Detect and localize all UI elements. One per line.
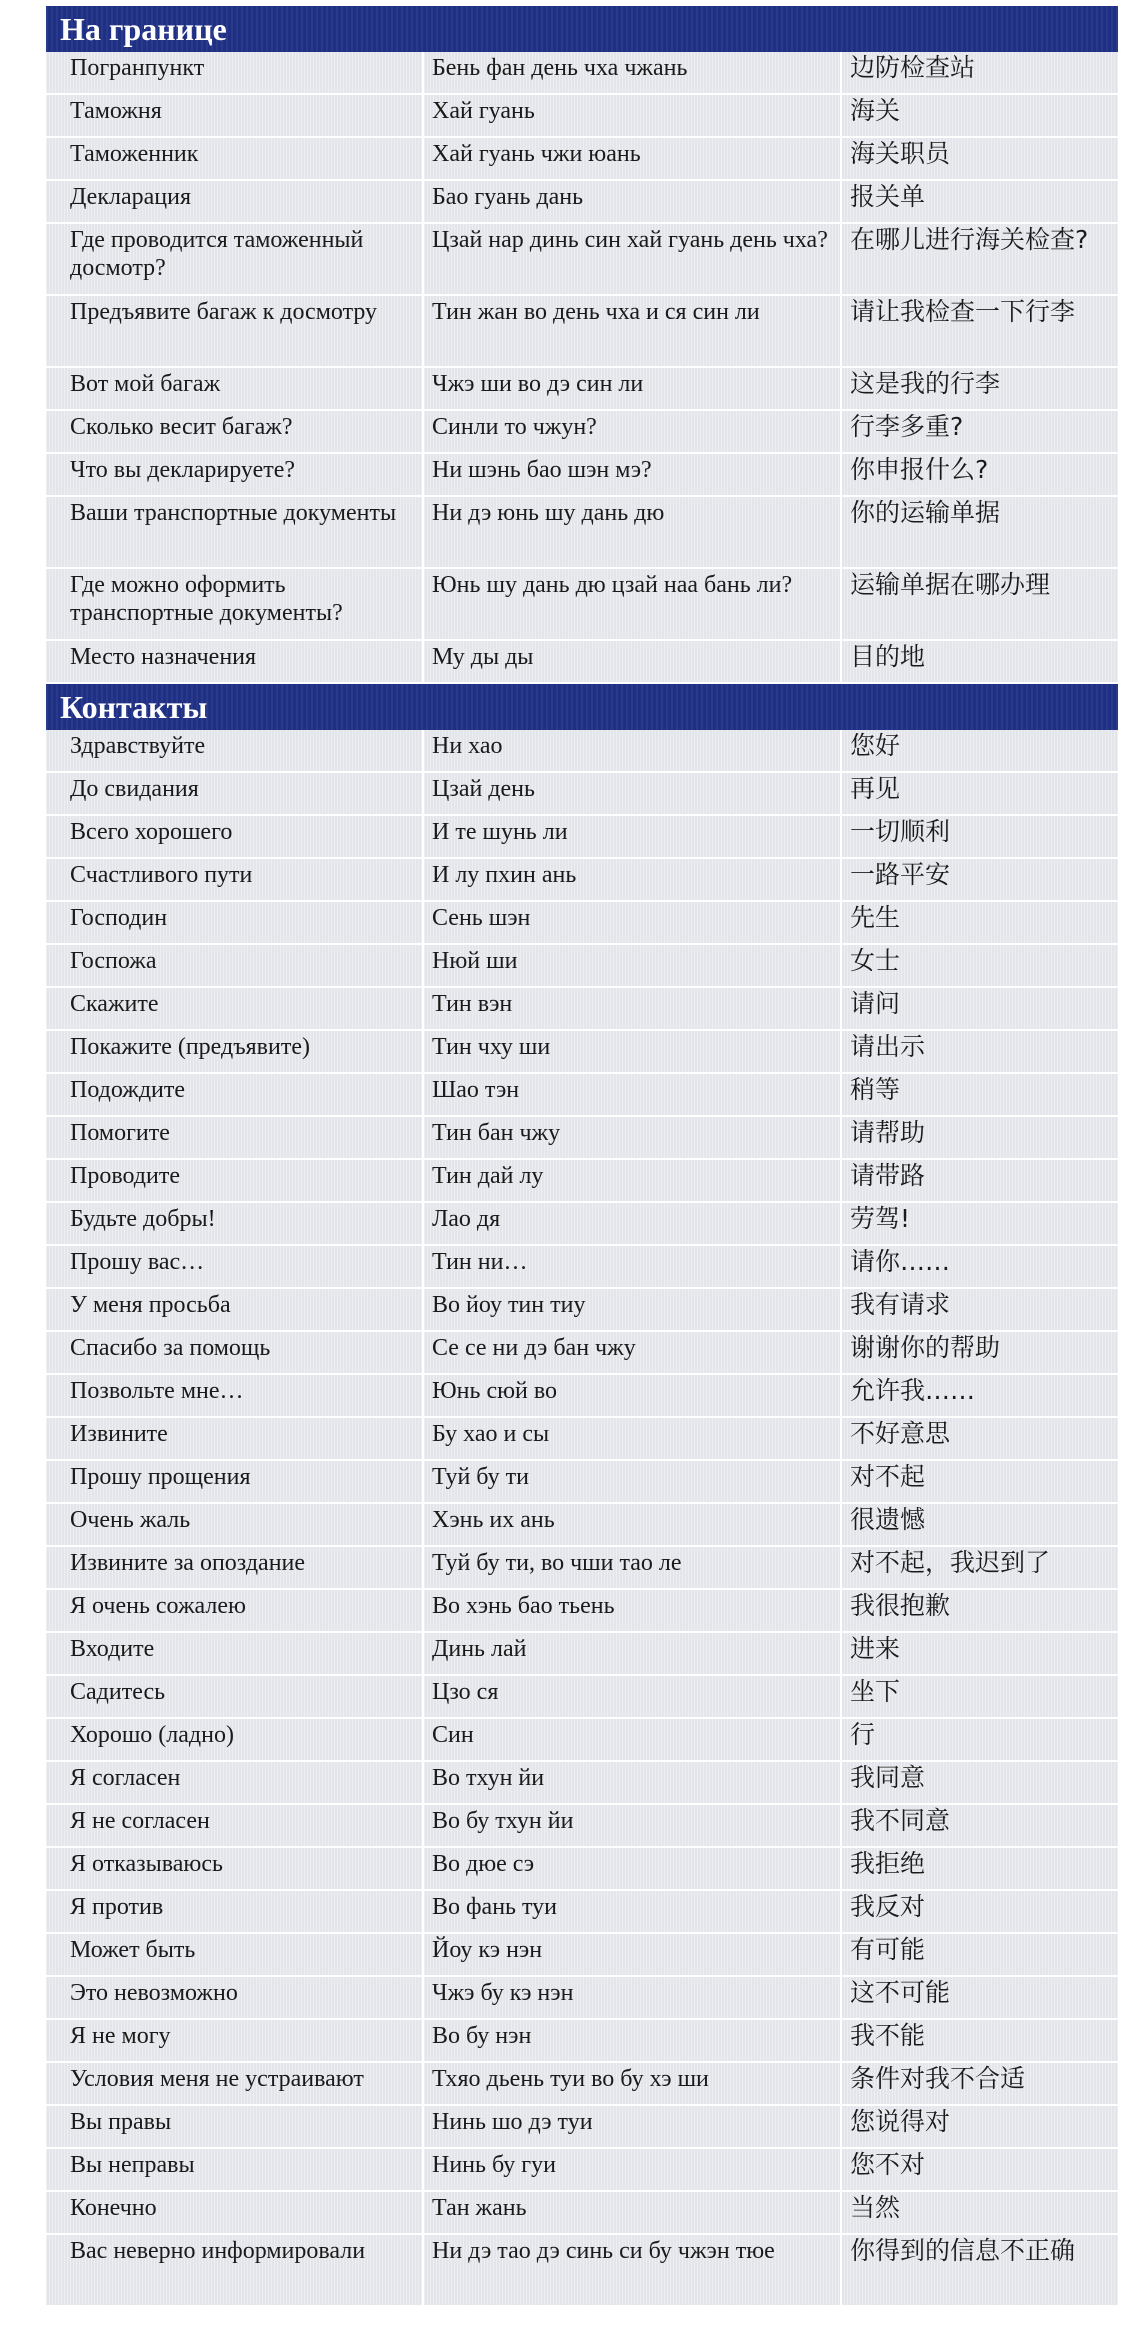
transliteration: Нинь шо дэ туи xyxy=(424,2106,842,2147)
chinese-phrase: 允许我…… xyxy=(850,1376,976,1405)
phrase-table xyxy=(46,730,1118,2307)
chinese-phrase: 坐下 xyxy=(850,1677,901,1706)
russian-phrase: Сколько весит багаж? xyxy=(46,411,424,452)
transliteration: Ни дэ юнь шу дань дю xyxy=(424,497,842,567)
chinese-phrase: 请你…… xyxy=(850,1247,951,1276)
transliteration: И лу пхин ань xyxy=(424,859,842,900)
transliteration: Му ды ды xyxy=(424,641,842,682)
table-row xyxy=(46,773,1118,816)
chinese-phrase: 这不可能 xyxy=(850,1978,951,2007)
chinese-phrase: 我很抱歉 xyxy=(850,1591,951,1620)
section-contacts xyxy=(46,684,1118,2307)
russian-phrase: Помогите xyxy=(46,1117,424,1158)
chinese-phrase: 报关单 xyxy=(850,182,926,211)
transliteration: Тан жань xyxy=(424,2192,842,2233)
russian-phrase: Будьте добры! xyxy=(46,1203,424,1244)
transliteration: Во хэнь бао тьень xyxy=(424,1590,842,1631)
table-row xyxy=(46,138,1118,181)
chinese-phrase: 这是我的行李 xyxy=(850,369,1001,398)
transliteration: Цзай нар динь син хай гуань день чха? xyxy=(424,224,842,294)
chinese-phrase: 女士 xyxy=(850,946,901,975)
transliteration: Чжэ бу кэ нэн xyxy=(424,1977,842,2018)
transliteration: Цзо ся xyxy=(424,1676,842,1717)
russian-phrase: Позвольте мне… xyxy=(46,1375,424,1416)
chinese-phrase: 劳驾! xyxy=(850,1204,911,1233)
russian-phrase: Погранпункт xyxy=(46,52,424,93)
section-border xyxy=(46,6,1118,684)
transliteration: Лао дя xyxy=(424,1203,842,1244)
chinese-phrase: 您好 xyxy=(850,731,901,760)
chinese-phrase: 很遗憾 xyxy=(850,1505,926,1534)
chinese-phrase: 行 xyxy=(850,1720,876,1749)
chinese-phrase: 你的运输单据 xyxy=(850,498,1001,527)
table-row xyxy=(46,1031,1118,1074)
transliteration: Син xyxy=(424,1719,842,1760)
chinese-phrase: 请帮助 xyxy=(850,1118,926,1147)
transliteration: Сень шэн xyxy=(424,902,842,943)
russian-phrase: Входите xyxy=(46,1633,424,1674)
russian-phrase: Может быть xyxy=(46,1934,424,1975)
chinese-phrase: 请问 xyxy=(850,989,901,1018)
table-row xyxy=(46,641,1118,684)
chinese-phrase: 我不能 xyxy=(850,2021,926,2050)
table-row xyxy=(46,1977,1118,2020)
russian-phrase: Где проводится таможенный досмотр? xyxy=(46,224,424,294)
russian-phrase: Таможенник xyxy=(46,138,424,179)
transliteration: И те шунь ли xyxy=(424,816,842,857)
chinese-phrase: 稍等 xyxy=(850,1075,901,1104)
russian-phrase: Всего хорошего xyxy=(46,816,424,857)
table-row xyxy=(46,730,1118,773)
transliteration: Бу хао и сы xyxy=(424,1418,842,1459)
russian-phrase: Покажите (предъявите) xyxy=(46,1031,424,1072)
chinese-phrase: 我有请求 xyxy=(850,1290,951,1319)
chinese-phrase: 先生 xyxy=(850,903,901,932)
chinese-phrase: 边防检查站 xyxy=(850,53,976,82)
russian-phrase: Извините xyxy=(46,1418,424,1459)
table-row xyxy=(46,902,1118,945)
table-row xyxy=(46,2235,1118,2307)
chinese-phrase: 一路平安 xyxy=(850,860,951,889)
transliteration: Синли то чжун? xyxy=(424,411,842,452)
transliteration: Во бу тхун йи xyxy=(424,1805,842,1846)
chinese-phrase: 您说得对 xyxy=(850,2107,951,2136)
transliteration: Нинь бу гуи xyxy=(424,2149,842,2190)
russian-phrase: Я не согласен xyxy=(46,1805,424,1846)
russian-phrase: Садитесь xyxy=(46,1676,424,1717)
russian-phrase: Я очень сожалею xyxy=(46,1590,424,1631)
russian-phrase: Конечно xyxy=(46,2192,424,2233)
table-row xyxy=(46,1074,1118,1117)
table-row xyxy=(46,1504,1118,1547)
russian-phrase: Проводите xyxy=(46,1160,424,1201)
section-title: Контакты xyxy=(46,684,1118,730)
table-row xyxy=(46,1762,1118,1805)
transliteration: Тин вэн xyxy=(424,988,842,1029)
table-row xyxy=(46,52,1118,95)
chinese-phrase: 不好意思 xyxy=(850,1419,951,1448)
table-row xyxy=(46,569,1118,641)
table-row xyxy=(46,816,1118,859)
transliteration: Во бу нэн xyxy=(424,2020,842,2061)
transliteration: Ни дэ тао дэ синь си бу чжэн тюе xyxy=(424,2235,842,2305)
transliteration: Бень фан день чха чжань xyxy=(424,52,842,93)
table-row xyxy=(46,2149,1118,2192)
chinese-phrase: 对不起，我迟到了 xyxy=(850,1548,1051,1577)
table-row xyxy=(46,1805,1118,1848)
chinese-phrase: 海关职员 xyxy=(850,139,951,168)
transliteration: Юнь шу дань дю цзай наа бань ли? xyxy=(424,569,842,639)
table-row xyxy=(46,1547,1118,1590)
russian-phrase: Место назначения xyxy=(46,641,424,682)
russian-phrase: Прошу вас… xyxy=(46,1246,424,1287)
russian-phrase: У меня просьба xyxy=(46,1289,424,1330)
chinese-phrase: 请出示 xyxy=(850,1032,926,1061)
table-row xyxy=(46,1375,1118,1418)
table-row xyxy=(46,181,1118,224)
table-row xyxy=(46,224,1118,296)
transliteration: Тин жан во день чха и ся син ли xyxy=(424,296,842,366)
section-title: На границе xyxy=(46,6,1118,52)
transliteration: Юнь сюй во xyxy=(424,1375,842,1416)
transliteration: Йоу кэ нэн xyxy=(424,1934,842,1975)
table-row xyxy=(46,1590,1118,1633)
transliteration: Чжэ ши во дэ син ли xyxy=(424,368,842,409)
transliteration: Ни хао xyxy=(424,730,842,771)
transliteration: Тин чху ши xyxy=(424,1031,842,1072)
russian-phrase: Таможня xyxy=(46,95,424,136)
russian-phrase: Предъявите багаж к досмотру xyxy=(46,296,424,366)
chinese-phrase: 请让我检查一下行李 xyxy=(850,297,1076,326)
table-row xyxy=(46,1461,1118,1504)
russian-phrase: Я отказываюсь xyxy=(46,1848,424,1889)
table-row xyxy=(46,1246,1118,1289)
chinese-phrase: 请带路 xyxy=(850,1161,926,1190)
chinese-phrase: 您不对 xyxy=(850,2150,926,2179)
russian-phrase: До свидания xyxy=(46,773,424,814)
chinese-phrase: 一切顺利 xyxy=(850,817,951,846)
table-row xyxy=(46,1633,1118,1676)
chinese-phrase: 条件对我不合适 xyxy=(850,2064,1026,2093)
russian-phrase: Очень жаль xyxy=(46,1504,424,1545)
chinese-phrase: 我不同意 xyxy=(850,1806,951,1835)
russian-phrase: Счастливого пути xyxy=(46,859,424,900)
table-row xyxy=(46,2020,1118,2063)
transliteration: Хай гуань чжи юань xyxy=(424,138,842,179)
table-row xyxy=(46,1719,1118,1762)
transliteration: Бао гуань дань xyxy=(424,181,842,222)
russian-phrase: Здравствуйте xyxy=(46,730,424,771)
chinese-phrase: 进来 xyxy=(850,1634,901,1663)
phrase-table xyxy=(46,52,1118,684)
chinese-phrase: 行李多重? xyxy=(850,412,964,441)
table-row xyxy=(46,1848,1118,1891)
transliteration: Туй бу ти, во чши тао ле xyxy=(424,1547,842,1588)
transliteration: Тин ни… xyxy=(424,1246,842,1287)
table-row xyxy=(46,2106,1118,2149)
table-row xyxy=(46,1160,1118,1203)
russian-phrase: Прошу прощения xyxy=(46,1461,424,1502)
russian-phrase: Спасибо за помощь xyxy=(46,1332,424,1373)
chinese-phrase: 谢谢你的帮助 xyxy=(850,1333,1001,1362)
transliteration: Туй бу ти xyxy=(424,1461,842,1502)
russian-phrase: Вас неверно информировали xyxy=(46,2235,424,2305)
table-row xyxy=(46,2192,1118,2235)
russian-phrase: Скажите xyxy=(46,988,424,1029)
transliteration: Во йоу тин тиу xyxy=(424,1289,842,1330)
table-row xyxy=(46,1891,1118,1934)
table-row xyxy=(46,859,1118,902)
transliteration: Нюй ши xyxy=(424,945,842,986)
table-row xyxy=(46,1203,1118,1246)
table-row xyxy=(46,296,1118,368)
transliteration: Тин бан чжу xyxy=(424,1117,842,1158)
transliteration: Ни шэнь бао шэн мэ? xyxy=(424,454,842,495)
transliteration: Хэнь их ань xyxy=(424,1504,842,1545)
transliteration: Хай гуань xyxy=(424,95,842,136)
russian-phrase: Декларация xyxy=(46,181,424,222)
chinese-phrase: 你申报什么? xyxy=(850,455,989,484)
table-row xyxy=(46,1418,1118,1461)
russian-phrase: Ваши транспортные документы xyxy=(46,497,424,567)
phrasebook-page xyxy=(46,6,1118,2307)
russian-phrase: Господин xyxy=(46,902,424,943)
russian-phrase: Хорошо (ладно) xyxy=(46,1719,424,1760)
chinese-phrase: 我同意 xyxy=(850,1763,926,1792)
chinese-phrase: 运输单据在哪办理 xyxy=(850,570,1051,599)
table-row xyxy=(46,454,1118,497)
chinese-phrase: 在哪儿进行海关检查? xyxy=(850,225,1089,254)
chinese-phrase: 目的地 xyxy=(850,642,926,671)
table-row xyxy=(46,411,1118,454)
chinese-phrase: 我拒绝 xyxy=(850,1849,926,1878)
table-row xyxy=(46,95,1118,138)
chinese-phrase: 有可能 xyxy=(850,1935,926,1964)
russian-phrase: Что вы декларируете? xyxy=(46,454,424,495)
transliteration: Се се ни дэ бан чжу xyxy=(424,1332,842,1373)
russian-phrase: Условия меня не устраивают xyxy=(46,2063,424,2104)
russian-phrase: Я не могу xyxy=(46,2020,424,2061)
transliteration: Цзай день xyxy=(424,773,842,814)
russian-phrase: Я против xyxy=(46,1891,424,1932)
chinese-phrase: 我反对 xyxy=(850,1892,926,1921)
chinese-phrase: 再见 xyxy=(850,774,901,803)
table-row xyxy=(46,368,1118,411)
russian-phrase: Вы правы xyxy=(46,2106,424,2147)
transliteration: Во тхун йи xyxy=(424,1762,842,1803)
transliteration: Во фань туи xyxy=(424,1891,842,1932)
russian-phrase: Подождите xyxy=(46,1074,424,1115)
russian-phrase: Вот мой багаж xyxy=(46,368,424,409)
table-row xyxy=(46,497,1118,569)
table-row xyxy=(46,1676,1118,1719)
russian-phrase: Я согласен xyxy=(46,1762,424,1803)
table-row xyxy=(46,988,1118,1031)
transliteration: Во дюе сэ xyxy=(424,1848,842,1889)
table-row xyxy=(46,1117,1118,1160)
table-row xyxy=(46,1289,1118,1332)
chinese-phrase: 海关 xyxy=(850,96,901,125)
table-row xyxy=(46,945,1118,988)
table-row xyxy=(46,1332,1118,1375)
table-row xyxy=(46,1934,1118,1977)
transliteration: Шао тэн xyxy=(424,1074,842,1115)
russian-phrase: Это невозможно xyxy=(46,1977,424,2018)
transliteration: Тхяо дьень туи во бу хэ ши xyxy=(424,2063,842,2104)
russian-phrase: Где можно оформить транспортные документы? xyxy=(46,569,424,639)
chinese-phrase: 你得到的信息不正确 xyxy=(850,2236,1076,2265)
russian-phrase: Вы неправы xyxy=(46,2149,424,2190)
russian-phrase: Извините за опоздание xyxy=(46,1547,424,1588)
russian-phrase: Госпожа xyxy=(46,945,424,986)
table-row xyxy=(46,2063,1118,2106)
chinese-phrase: 当然 xyxy=(850,2193,901,2222)
chinese-phrase: 对不起 xyxy=(850,1462,926,1491)
transliteration: Динь лай xyxy=(424,1633,842,1674)
transliteration: Тин дай лу xyxy=(424,1160,842,1201)
